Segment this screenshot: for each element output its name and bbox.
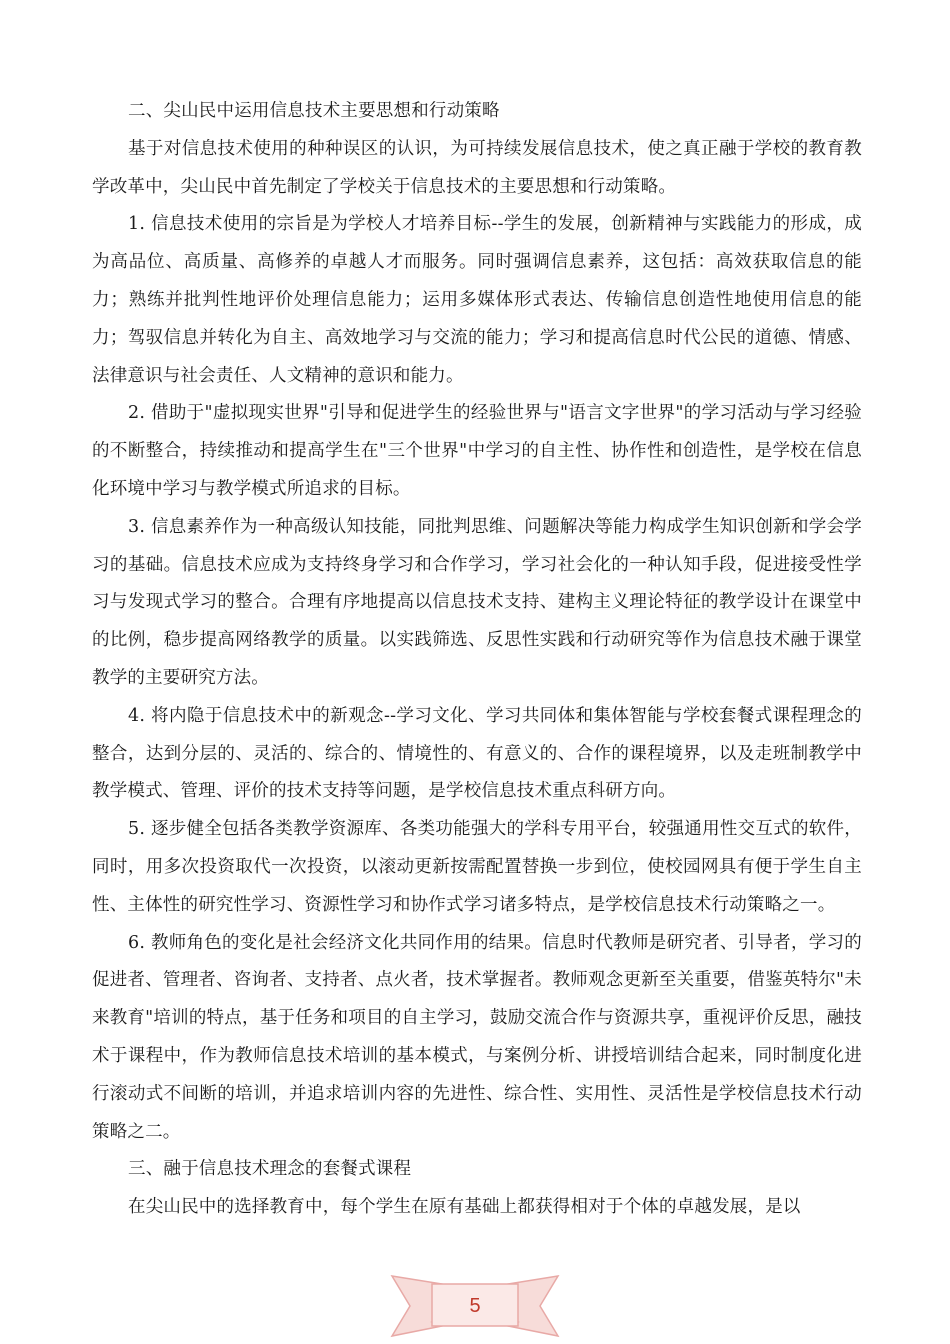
closing-paragraph: 在尖山民中的选择教育中，每个学生在原有基础上都获得相对于个体的卓越发展，是以 (128, 1197, 801, 1218)
section-heading-2: 二、尖山民中运用信息技术主要思想和行动策略 (128, 101, 500, 121)
strategy-item-4: 4. 将内隐于信息技术中的新观念--学习文化、学习共同体和集体智能与学校套餐式课程理念的整合，达到分层的、灵活的、综合的、情境性的、有意义的、合作的课程境界，以及走班制教学中教学模式、管理、评价的技术支持等问题，是学校信息技术重点科研方向。 (92, 705, 862, 802)
strategy-item-3: 3. 信息素养作为一种高级认知技能，同批判思维、问题解决等能力构成学生知识创新和学会学习的基础。信息技术应成为支持终身学习和合作学习，学习社会化的一种认知手段，促进接受性学习与发现式学习的整合。合理有序地提高以信息技术支持、建构主义理论特征的教学设计在课堂中的比例，稳步提高网络教学的质量。以实践筛选、反思性实践和行动研究等作为信息技术融于课堂教学的主要研究方法。 (92, 516, 862, 688)
strategy-item-6: 6. 教师角色的变化是社会经济文化共同作用的结果。信息时代教师是研究者、引导者，学习的促进者、管理者、咨询者、支持者、点火者，技术掌握者。教师观念更新至关重要，借鉴英特尔"未来教育"培训的特点，基于任务和项目的自主学习，鼓励交流合作与资源共享，重视评价反思，融技术于课程中，作为教师信息技术培训的基本模式，与案例分析、讲授培训结合起来，同时制度化进行滚动式不间断的培训，并追求培训内容的先进性、综合性、实用性、灵活性是学校信息技术行动策略之二。 (92, 932, 862, 1142)
intro-paragraph: 基于对信息技术使用的种种误区的认识，为可持续发展信息技术，使之真正融于学校的教育教学改革中，尖山民中首先制定了学校关于信息技术的主要思想和行动策略。 (92, 138, 862, 197)
strategy-item-1: 1. 信息技术使用的宗旨是为学校人才培养目标--学生的发展，创新精神与实践能力的形成，成为高品位、高质量、高修养的卓越人才而服务。同时强调信息素养，这包括：高效获取信息的能力；熟练并批判性地评价处理信息能力；运用多媒体形式表达、传输信息创造性地使用信息的能力；驾驭信息并转化为自主、高效地学习与交流的能力；学习和提高信息时代公民的道德、情感、法律意识与社会责任、人文精神的意识和能力。 (92, 214, 862, 386)
strategy-item-2: 2. 借助于"虚拟现实世界"引导和促进学生的经验世界与"语言文字世界"的学习活动与学习经验的不断整合，持续推动和提高学生在"三个世界"中学习的自主性、协作性和创造性，是学校在信息化环境中学习与教学模式所追求的目标。 (92, 403, 862, 499)
document-body (92, 93, 862, 1227)
section-heading-3: 三、融于信息技术理念的套餐式课程 (128, 1159, 412, 1180)
strategy-item-5: 5. 逐步健全包括各类教学资源库、各类功能强大的学科专用平台，较强通用性交互式的软件，同时，用多次投资取代一次投资，以滚动更新按需配置替换一步到位，使校园网具有便于学生自主性、主体性的研究性学习、资源性学习和协作式学习诸多特点，是学校信息技术行动策略之一。 (92, 819, 862, 915)
page-number: 5 (469, 1295, 481, 1317)
